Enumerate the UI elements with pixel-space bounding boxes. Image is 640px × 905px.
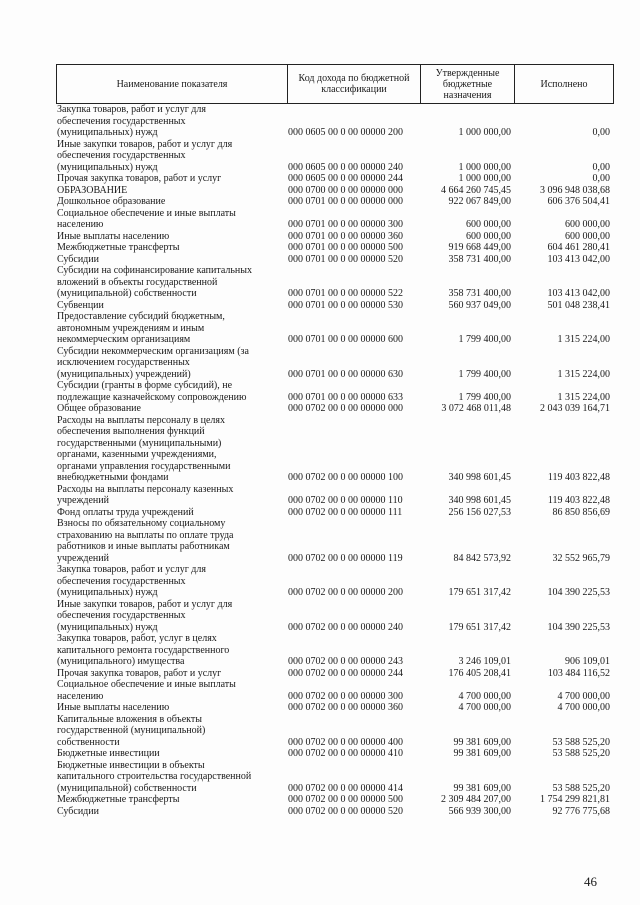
table-header — [56, 64, 614, 104]
row-name-line: населению — [57, 690, 104, 702]
row-name-line: Бюджетные инвестиции — [57, 748, 160, 759]
row-name — [56, 403, 286, 415]
row-name — [56, 714, 286, 749]
row-code: 000 0702 00 0 00 00000 240 — [288, 621, 403, 633]
row-code: 000 0702 00 0 00 00000 100 — [288, 472, 403, 483]
row-plan: 919 668 449,00 — [448, 242, 511, 253]
row-code: 000 0701 00 0 00 00000 000 — [288, 196, 403, 207]
row-name-line: Взносы по обязательному социальному — [57, 518, 226, 529]
row-code: 000 0702 00 0 00 00000 520 — [288, 805, 403, 817]
row-done: 119 403 822,48 — [547, 472, 610, 483]
table-row — [56, 380, 614, 403]
table-row — [56, 139, 614, 174]
table-row — [56, 185, 614, 197]
row-code: 000 0702 00 0 00 00000 410 — [288, 748, 403, 759]
row-plan: 256 156 027,53 — [448, 506, 511, 518]
row-code: 000 0701 00 0 00 00000 360 — [288, 230, 403, 242]
row-done: 3 096 948 038,68 — [540, 184, 610, 196]
row-plan: 176 405 208,41 — [448, 667, 511, 679]
row-plan: 1 799 400,00 — [458, 391, 511, 403]
row-done: 53 588 525,20 — [552, 736, 610, 748]
row-name-line: Субсидии на софинансирование капитальных — [57, 265, 252, 276]
row-name-line: Субвенции — [57, 299, 104, 311]
row-code: 000 0701 00 0 00 00000 530 — [288, 299, 403, 311]
row-done: 53 588 525,20 — [552, 782, 610, 794]
row-plan: 99 381 609,00 — [453, 748, 511, 759]
row-name — [56, 760, 286, 795]
row-done: 104 390 225,53 — [547, 587, 610, 598]
row-done: 600 000,00 — [565, 219, 610, 230]
header-code: Код дохода по бюджетной классификации — [287, 65, 420, 103]
row-name — [56, 254, 286, 266]
row-name — [56, 748, 286, 760]
row-plan: 4 700 000,00 — [458, 690, 511, 702]
row-name-line: работников и иные выплаты работникам — [57, 541, 230, 552]
row-code: 000 0701 00 0 00 00000 633 — [288, 391, 403, 403]
row-name — [56, 507, 286, 519]
row-plan: 4 700 000,00 — [458, 702, 511, 713]
row-name-line: Иные выплаты населению — [57, 230, 170, 242]
row-plan: 340 998 601,45 — [448, 472, 511, 483]
row-name-line: Иные закупки товаров, работ и услуг для — [57, 598, 233, 610]
row-name-line: (муниципальных) учреждений) — [57, 368, 191, 380]
row-name — [56, 104, 286, 139]
row-done: 103 413 042,00 — [547, 253, 610, 265]
row-name-line: Фонд оплаты труда учреждений — [57, 506, 194, 518]
row-name — [56, 311, 286, 346]
row-name-line: Иные выплаты населению — [57, 702, 170, 713]
row-done: 604 461 280,41 — [547, 242, 610, 253]
row-done: 32 552 965,79 — [552, 552, 610, 564]
row-done: 86 850 856,69 — [552, 506, 610, 518]
row-code: 000 0701 00 0 00 00000 500 — [288, 242, 403, 253]
row-plan: 922 067 849,00 — [448, 196, 511, 207]
row-name — [56, 702, 286, 714]
row-name-line: Расходы на выплаты персоналу казенных — [57, 483, 234, 495]
row-code: 000 0701 00 0 00 00000 522 — [288, 288, 403, 299]
row-plan: 560 937 049,00 — [448, 299, 511, 311]
row-name-line: государственными (муниципальными) — [57, 437, 222, 449]
row-name-line: органами, казенными учреждениями, — [57, 449, 217, 460]
row-done: 606 376 504,41 — [547, 196, 610, 207]
row-name-line: Бюджетные инвестиции в объекты — [57, 759, 205, 771]
row-name-line: автономным учреждениям и иным — [57, 322, 205, 334]
row-name-line: Прочая закупка товаров, работ и услуг — [57, 667, 222, 679]
row-name — [56, 679, 286, 702]
row-plan: 1 000 000,00 — [458, 173, 511, 184]
table-row — [56, 104, 614, 139]
row-name-line: (муниципальных) нужд — [57, 621, 158, 633]
row-name-line: Капитальные вложения в объекты — [57, 713, 202, 725]
row-code: 000 0702 00 0 00 00000 243 — [288, 656, 403, 667]
row-name-line: (муниципальной) собственности — [57, 782, 197, 794]
header-name: Наименование показателя — [116, 78, 228, 90]
row-plan: 99 381 609,00 — [453, 782, 511, 794]
table-row — [56, 242, 614, 254]
table-row — [56, 702, 614, 714]
row-done: 53 588 525,20 — [552, 748, 610, 759]
row-code: 000 0701 00 0 00 00000 300 — [288, 219, 403, 230]
row-plan: 99 381 609,00 — [453, 736, 511, 748]
row-plan: 358 731 400,00 — [448, 253, 511, 265]
row-done: 1 754 299 821,81 — [540, 794, 610, 805]
table-row — [56, 507, 614, 519]
row-done: 103 484 116,52 — [547, 667, 610, 679]
table-row — [56, 714, 614, 749]
row-name-line: (муниципальных) нужд — [57, 127, 158, 138]
row-name-line: собственности — [57, 736, 120, 748]
row-code: 000 0605 00 0 00 00000 244 — [288, 173, 403, 184]
table-row — [56, 794, 614, 806]
row-name-line: обеспечения выполнения функций — [57, 426, 205, 437]
row-name-line: некоммерческим организациям — [57, 334, 191, 345]
row-code: 000 0605 00 0 00 00000 240 — [288, 161, 403, 173]
row-done: 1 315 224,00 — [557, 334, 610, 345]
table-row — [56, 415, 614, 484]
row-name-line: Закупка товаров, работ, услуг в целях — [57, 633, 217, 644]
row-done: 906 109,01 — [565, 656, 610, 667]
row-name-line: (муниципальных) нужд — [57, 161, 158, 173]
row-done: 0,00 — [592, 127, 610, 138]
row-name — [56, 415, 286, 484]
row-name-line: Субсидии — [57, 253, 99, 265]
row-name-line: учреждений — [57, 495, 109, 506]
table-row — [56, 311, 614, 346]
row-name-line: обеспечения государственных — [57, 115, 186, 127]
row-name — [56, 518, 286, 564]
row-plan: 84 842 573,92 — [453, 552, 511, 564]
table-row — [56, 748, 614, 760]
row-name-line: страхованию на выплаты по оплате труда — [57, 529, 234, 541]
row-name — [56, 599, 286, 634]
row-done: 103 413 042,00 — [547, 288, 610, 299]
row-done: 1 315 224,00 — [557, 368, 610, 380]
row-name — [56, 380, 286, 403]
row-plan: 1 000 000,00 — [458, 161, 511, 173]
row-name-line: Субсидии (гранты в форме субсидий), не — [57, 380, 233, 391]
table-row — [56, 208, 614, 231]
header-plan: Утвержденные бюджетные назначения — [420, 65, 514, 103]
row-done: 4 700 000,00 — [557, 702, 610, 713]
row-done: 2 043 039 164,71 — [540, 403, 610, 414]
page-number: 46 — [584, 874, 597, 889]
row-name-line: обеспечения государственных — [57, 575, 186, 587]
row-plan: 4 664 260 745,45 — [441, 184, 511, 196]
header-done: Исполнено — [514, 65, 613, 103]
table-row — [56, 599, 614, 634]
row-name — [56, 173, 286, 185]
row-code: 000 0702 00 0 00 00000 111 — [288, 506, 403, 518]
row-name — [56, 484, 286, 507]
table-row — [56, 346, 614, 381]
row-done: 119 403 822,48 — [547, 495, 610, 506]
row-name-line: Прочая закупка товаров, работ и услуг — [57, 173, 222, 184]
row-name-line: Социальное обеспечение и иные выплаты — [57, 679, 236, 690]
row-name-line: ОБРАЗОВАНИЕ — [57, 184, 128, 196]
row-name-line: внебюджетными фондами — [57, 472, 169, 483]
row-plan: 1 799 400,00 — [458, 368, 511, 380]
row-plan: 1 799 400,00 — [458, 334, 511, 345]
row-name — [56, 231, 286, 243]
row-code: 000 0605 00 0 00 00000 200 — [288, 127, 403, 138]
table-row — [56, 564, 614, 599]
row-plan: 340 998 601,45 — [448, 495, 511, 506]
table-row — [56, 254, 614, 266]
table-row — [56, 173, 614, 185]
row-code: 000 0702 00 0 00 00000 000 — [288, 403, 403, 414]
table-body — [56, 104, 614, 817]
row-done: 104 390 225,53 — [547, 621, 610, 633]
row-code: 000 0702 00 0 00 00000 400 — [288, 736, 403, 748]
row-code: 000 0702 00 0 00 00000 244 — [288, 667, 403, 679]
row-code: 000 0702 00 0 00 00000 360 — [288, 702, 403, 713]
table-row — [56, 265, 614, 300]
row-done: 501 048 238,41 — [547, 299, 610, 311]
table-row — [56, 300, 614, 312]
row-plan: 3 072 468 011,48 — [441, 403, 511, 414]
row-name — [56, 794, 286, 806]
row-done: 92 776 775,68 — [552, 805, 610, 817]
row-done: 4 700 000,00 — [557, 690, 610, 702]
row-name-line: капитального ремонта государственного — [57, 644, 230, 656]
row-name-line: подлежащие казначейскому сопровождению — [57, 391, 247, 403]
row-name-line: Субсидии — [57, 805, 99, 817]
row-name-line: Межбюджетные трансферты — [57, 242, 180, 253]
table-row — [56, 231, 614, 243]
row-name — [56, 806, 286, 818]
row-plan: 600 000,00 — [466, 230, 511, 242]
row-name-line: (муниципальной) собственности — [57, 288, 197, 299]
row-code: 000 0702 00 0 00 00000 414 — [288, 782, 403, 794]
row-name-line: органами управления государственными — [57, 460, 231, 472]
row-name — [56, 633, 286, 668]
row-code: 000 0702 00 0 00 00000 200 — [288, 587, 403, 598]
row-code: 000 0701 00 0 00 00000 630 — [288, 368, 403, 380]
row-code: 000 0702 00 0 00 00000 300 — [288, 690, 403, 702]
row-code: 000 0701 00 0 00 00000 600 — [288, 334, 403, 345]
row-done: 1 315 224,00 — [557, 391, 610, 403]
row-name-line: Межбюджетные трансферты — [57, 794, 180, 805]
row-plan: 1 000 000,00 — [458, 127, 511, 138]
row-name-line: обеспечения государственных — [57, 610, 186, 621]
row-code: 000 0700 00 0 00 00000 000 — [288, 184, 403, 196]
row-code: 000 0702 00 0 00 00000 110 — [288, 495, 403, 506]
row-name — [56, 208, 286, 231]
row-name-line: исключением государственных — [57, 357, 190, 368]
row-name-line: Иные закупки товаров, работ и услуг для — [57, 138, 233, 150]
row-code: 000 0702 00 0 00 00000 500 — [288, 794, 403, 805]
row-plan: 358 731 400,00 — [448, 288, 511, 299]
row-name-line: Социальное обеспечение и иные выплаты — [57, 207, 236, 219]
row-name — [56, 265, 286, 300]
row-name-line: капитального строительства государственной — [57, 771, 252, 782]
row-name-line: Закупка товаров, работ и услуг для — [57, 104, 206, 115]
table-row — [56, 806, 614, 818]
row-name — [56, 185, 286, 197]
table-row — [56, 679, 614, 702]
row-code: 000 0701 00 0 00 00000 520 — [288, 253, 403, 265]
row-name-line: Общее образование — [57, 403, 141, 414]
table-row — [56, 633, 614, 668]
row-name — [56, 668, 286, 680]
table-row — [56, 403, 614, 415]
row-plan: 2 309 484 207,00 — [441, 794, 511, 805]
row-done: 0,00 — [592, 161, 610, 173]
row-name-line: Закупка товаров, работ и услуг для — [57, 564, 206, 575]
row-name — [56, 242, 286, 254]
table-row — [56, 518, 614, 564]
row-name-line: Расходы на выплаты персоналу в целях — [57, 414, 225, 426]
row-name — [56, 196, 286, 208]
row-plan: 600 000,00 — [466, 219, 511, 230]
table-row — [56, 484, 614, 507]
row-name — [56, 346, 286, 381]
row-plan: 179 651 317,42 — [448, 587, 511, 598]
row-name — [56, 300, 286, 312]
row-name-line: (муниципального) имущества — [57, 656, 185, 667]
row-name-line: обеспечения государственных — [57, 150, 186, 161]
row-name-line: Предоставление субсидий бюджетным, — [57, 311, 225, 322]
row-name — [56, 139, 286, 174]
row-done: 600 000,00 — [565, 230, 610, 242]
row-name-line: учреждений — [57, 552, 109, 564]
row-plan: 566 939 300,00 — [448, 805, 511, 817]
row-name-line: вложений в объекты государственной — [57, 276, 218, 288]
row-name-line: населению — [57, 219, 104, 230]
row-name-line: Дошкольное образование — [57, 196, 166, 207]
row-done: 0,00 — [592, 173, 610, 184]
row-plan: 3 246 109,01 — [458, 656, 511, 667]
row-plan: 179 651 317,42 — [448, 621, 511, 633]
row-name-line: (муниципальных) нужд — [57, 587, 158, 598]
table-row — [56, 196, 614, 208]
row-name-line: государственной (муниципальной) — [57, 725, 206, 736]
table-row — [56, 760, 614, 795]
row-code: 000 0702 00 0 00 00000 119 — [288, 552, 403, 564]
table-row — [56, 668, 614, 680]
row-name-line: Субсидии некоммерческим организациям (за — [57, 345, 249, 357]
row-name — [56, 564, 286, 599]
